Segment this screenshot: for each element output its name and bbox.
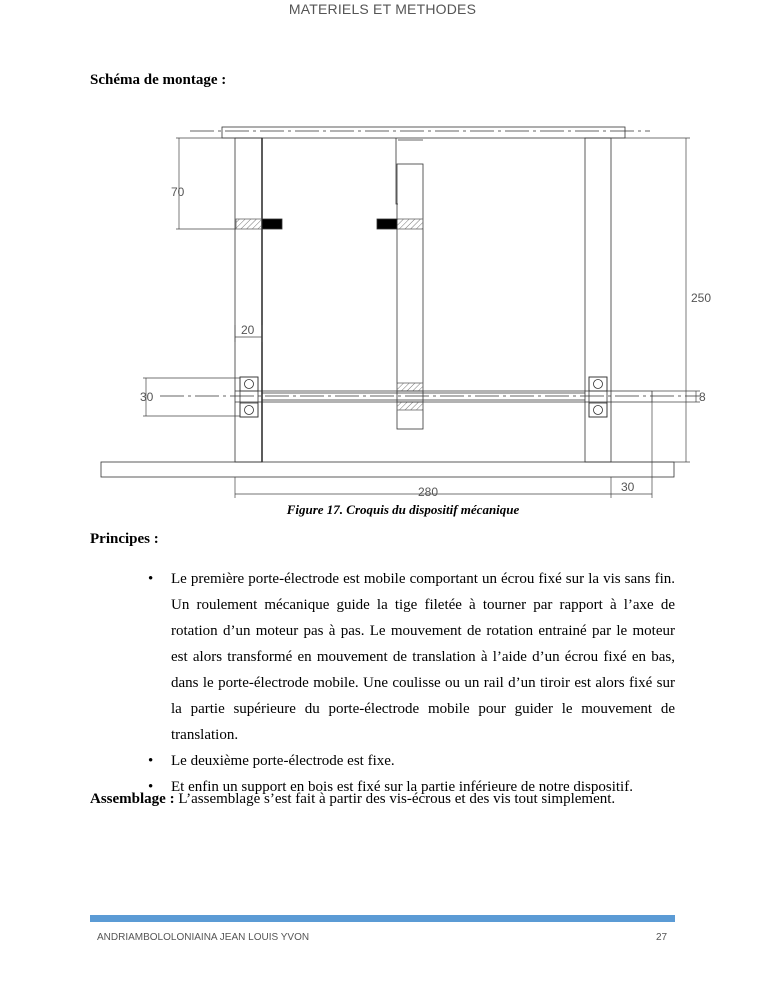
bullet-icon: •: [148, 779, 154, 795]
mobile-electrode-holder: [377, 138, 423, 429]
dim-8: 8: [699, 390, 706, 404]
list-item-text: Le deuxième porte-électrode est fixe.: [171, 753, 395, 769]
threaded-rod: [160, 391, 700, 402]
dim-30-bottom: 30: [621, 480, 635, 494]
list-item-text: Et enfin un support en bois est fixé sur la partie inférieure de notre dispositif.: [171, 779, 633, 795]
right-bearing: [589, 377, 607, 417]
dim-250: 250: [691, 291, 712, 305]
dim-70: 70: [171, 185, 185, 199]
dim-280: 280: [418, 485, 439, 499]
figure-caption: Figure 17. Croquis du dispositif mécanique: [286, 502, 520, 517]
wooden-base: [101, 462, 674, 477]
section-title-principes: Principes :: [90, 531, 159, 547]
section-title-schema: Schéma de montage :: [90, 72, 227, 88]
footer-author: ANDRIAMBOLOLONIAINA JEAN LOUIS YVON: [97, 932, 310, 943]
dim-20: 20: [241, 323, 255, 337]
footer-divider: [90, 915, 675, 922]
bullet-icon: •: [148, 571, 154, 587]
assemblage-label: Assemblage :: [90, 791, 175, 807]
left-bearing: [240, 377, 258, 417]
principles-list: [148, 566, 675, 800]
list-item: [148, 566, 675, 748]
dimension-lines: [143, 138, 700, 498]
list-item-text: Le première porte-électrode est mobile comportant un écrou fixé sur la vis sans fin. Un roulement mécanique guide la tige filetée à tourner par rapport à l’axe de rotation d’un moteur pas à pas. Le mouvement de rotation entrainé par le moteur est alors transformé en mouvement de translation à l’aide d’un écrou fixé en bas, dans le porte-électrode mobile. Une coulisse ou un rail d’un tiroir est alors fixé sur la partie supérieure du porte-électrode mobile pour guider le mouvement de translation.: [171, 571, 675, 743]
page-header: MATERIELS ET METHODES: [288, 1, 477, 17]
list-item: [148, 748, 675, 774]
left-electrode-holder: [235, 138, 282, 462]
page-number: 27: [656, 932, 668, 943]
top-rail: [190, 127, 650, 138]
mechanical-sketch: [0, 115, 765, 500]
bullet-icon: •: [148, 753, 154, 769]
dim-30-left: 30: [140, 390, 154, 404]
assemblage-text: L’assemblage s’est fait à partir des vis-écrous et des vis tout simplement.: [174, 791, 616, 807]
assemblage-paragraph: [90, 791, 615, 808]
